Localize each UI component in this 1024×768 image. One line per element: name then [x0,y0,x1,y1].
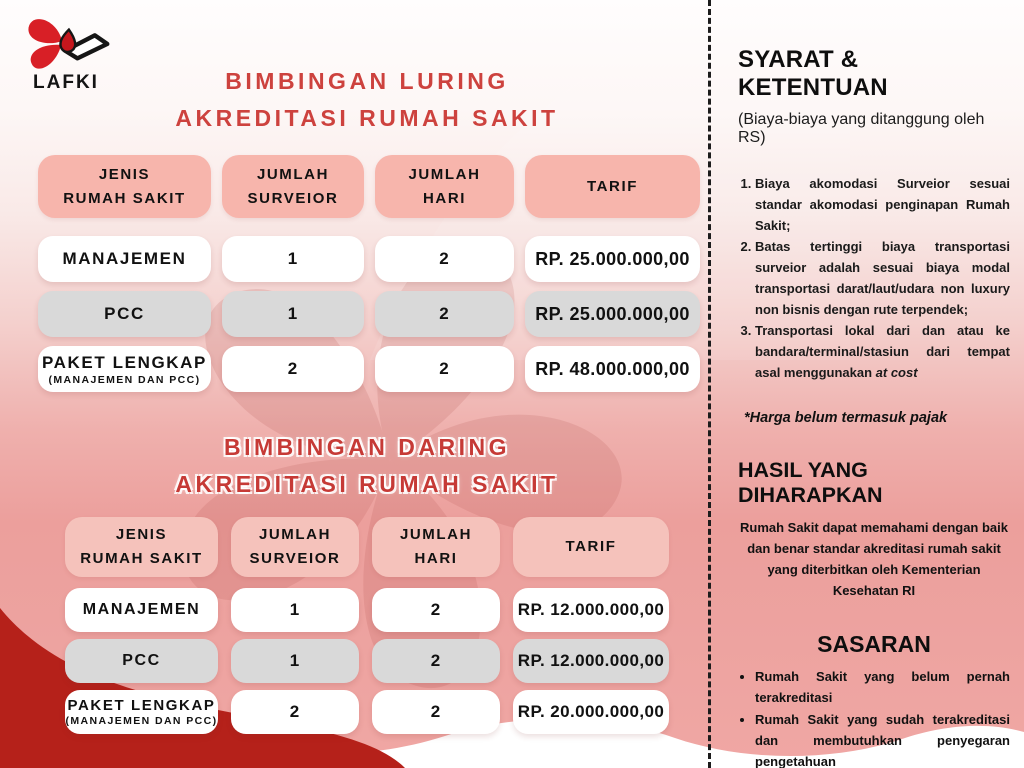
cell-jenis [65,690,218,734]
row-tarif: RP. 12.000.000,00 [517,600,665,619]
section-title-luring-line2: AKREDITASI RUMAH SAKIT [175,105,559,131]
row-label: MANAJEMEN [62,249,187,268]
cell-surveior [222,346,364,392]
row-label: MANAJEMEN [82,601,201,618]
row-value: 2 [430,651,442,670]
row-sublabel: (MANAJEMEN DAN PCC) [65,715,218,727]
syarat-item-text: Biaya akomodasi Surveior sesuai standar akomodasi penginapan Rumah Sakit; [755,176,1010,233]
row-sublabel: (MANAJEMEN DAN PCC) [48,373,201,386]
syarat-list [738,173,1010,383]
syarat-title: SYARAT & KETENTUAN [738,46,888,101]
cell-jenis [38,346,211,392]
cell-hari [375,346,514,392]
cell-tarif [525,291,700,337]
header-line: JUMLAH [399,526,473,543]
syarat-item-text: Transportasi lokal dari dan atau ke bandara/terminal/stasiun dari tempat asal menggunakan [755,323,1010,380]
header-line: RUMAH SAKIT [63,189,186,207]
table-daring-header [65,517,668,577]
header-cell-surveior [222,155,364,218]
syarat-subtitle: (Biaya-biaya yang ditanggung oleh RS) [738,111,985,146]
sasaran-title: SASARAN [817,631,931,657]
row-value: 1 [287,304,299,323]
cell-surveior [222,291,364,337]
header-line: SURVEIOR [247,189,339,207]
header-line: JENIS [115,526,168,543]
header-line: JUMLAH [256,165,330,183]
row-value: 1 [287,249,299,268]
row-tarif: RP. 25.000.000,00 [535,303,690,324]
syarat-item-text: Batas tertinggi biaya transportasi surveior adalah sesuai biaya modal transportasi darat/laut/udara non luxury non bisnis dengan rute terpendek; [755,239,1010,317]
row-label: PCC [122,652,161,669]
section-title-daring-line2: AKREDITASI RUMAH SAKIT [175,471,559,497]
cell-jenis [65,639,218,683]
cell-jenis [38,236,211,282]
cell-hari [375,236,514,282]
header-cell-tarif [513,517,669,577]
cell-tarif [513,588,669,632]
cell-hari [372,690,500,734]
section-title-luring [34,63,700,137]
row-value: 2 [439,304,450,323]
table-luring-header [38,155,700,218]
row-value: 2 [430,702,442,721]
section-title-luring-line1: BIMBINGAN LURING [225,68,509,94]
table-luring-body [38,236,700,392]
right-panel [712,0,1024,768]
row-tarif: RP. 20.000.000,00 [517,702,665,721]
cell-surveior [231,588,359,632]
hasil-title: HASIL YANG DIHARAPKAN [738,458,883,507]
cell-hari [372,588,500,632]
cell-tarif [513,690,669,734]
cell-jenis [65,588,218,632]
header-line: HARI [414,550,458,567]
header-cell-tarif [525,155,700,218]
row-label: PAKET LENGKAP [42,352,207,372]
row-value: 2 [287,359,299,378]
cell-surveior [231,690,359,734]
cell-jenis [38,291,211,337]
sasaran-item: • Rumah Sakit yang sudah terakreditasi dan membutuhkan penyegaran pengetahuan [755,709,1010,768]
header-cell-hari [372,517,500,577]
row-value: 1 [289,651,301,670]
hasil-body: Rumah Sakit dapat memahami dengan baik dan benar standar akreditasi rumah sakit yang diterbitkan oleh Kementerian Kesehatan RI [739,520,1009,598]
section-title-daring-line1: BIMBINGAN DARING [224,434,510,460]
cell-hari [372,639,500,683]
header-line: TARIF [586,177,639,195]
syarat-item [755,320,1010,383]
table-daring-body [65,588,668,734]
syarat-item [755,173,1010,236]
cell-tarif [513,639,669,683]
row-value: 2 [439,359,450,378]
lafki-logo-label: LAFKI [33,72,99,93]
dashed-divider [708,0,711,768]
header-cell-jenis [65,517,218,577]
row-value: 1 [289,600,301,619]
cell-tarif [525,346,700,392]
tax-note: *Harga belum termasuk pajak [744,410,948,426]
syarat-item-italic: at cost [875,365,918,380]
header-line: JUMLAH [408,165,481,183]
row-value: 2 [289,702,301,721]
row-tarif: RP. 25.000.000,00 [535,248,690,269]
sasaran-list [738,666,1010,768]
header-line: JUMLAH [258,526,332,543]
row-value: 2 [430,600,442,619]
row-tarif: RP. 48.000.000,00 [535,358,690,379]
header-cell-surveior [231,517,359,577]
row-label: PAKET LENGKAP [67,697,216,714]
header-line: HARI [422,189,467,207]
header-line: JENIS [98,165,151,183]
header-line: TARIF [565,538,617,555]
cell-surveior [222,236,364,282]
row-tarif: RP. 12.000.000,00 [517,651,665,670]
row-value: 2 [439,249,450,268]
cell-surveior [231,639,359,683]
row-label: PCC [104,304,145,323]
cell-tarif [525,236,700,282]
syarat-item [755,236,1010,320]
header-cell-hari [375,155,514,218]
sasaran-item: • Rumah Sakit yang belum pernah terakreditasi [755,666,1010,708]
cell-hari [375,291,514,337]
header-line: RUMAH SAKIT [80,550,203,567]
section-title-daring [34,429,700,503]
header-cell-jenis [38,155,211,218]
header-line: SURVEIOR [249,550,341,567]
